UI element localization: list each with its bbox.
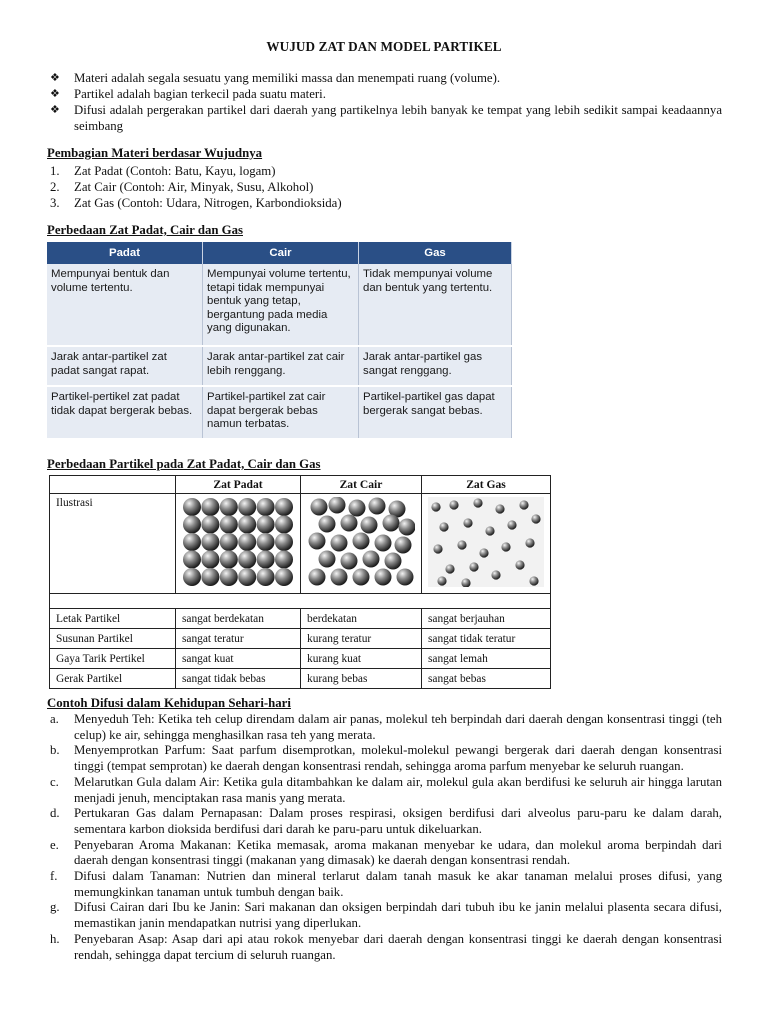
particle-icon <box>220 498 238 516</box>
diffusion-examples-list <box>50 712 722 963</box>
table-header: Zat Cair <box>301 476 422 494</box>
particle-icon <box>353 569 370 586</box>
table-cell: Jarak antar-partikel zat cair lebih renggang. <box>203 346 359 386</box>
particle-icon <box>319 516 336 533</box>
list-item: g. Difusi Cairan dari Ibu ke Janin: Sari makanan dan oksigen berpindah dari tubuh ibu ke janin melalui plasenta secara difusi, memastikan janin mendapatkan nutrisi yang diperlukan. <box>50 900 722 931</box>
solid-particles-illustration <box>182 497 294 587</box>
table-cell: kurang teratur <box>301 629 422 649</box>
particle-icon <box>238 516 256 534</box>
spacer-row <box>50 594 551 609</box>
table-cell: Mempunyai volume tertentu, tetapi tidak mempunyai bentuk yang tetap, bergantung pada media yang digunakan. <box>203 264 359 346</box>
particle-icon <box>257 516 275 534</box>
list-item: 2. Zat Cair (Contoh: Air, Minyak, Susu, Alkohol) <box>50 180 314 194</box>
table-row <box>47 346 512 386</box>
illustration-row <box>50 494 551 594</box>
particle-icon <box>479 548 488 557</box>
particle-icon <box>385 553 402 570</box>
table-cell: Mempunyai bentuk dan volume tertentu. <box>47 264 203 346</box>
table-row <box>50 629 551 649</box>
table-cell: Susunan Partikel <box>50 629 176 649</box>
definition-item: ❖ Difusi adalah pergerakan partikel dari daerah yang partikelnya lebih banyak ke tempat yang lebih sedikit sampai keadaannya seimbang <box>50 103 722 133</box>
particle-icon <box>495 504 504 513</box>
table-header: Padat <box>47 242 203 264</box>
particle-icon <box>183 516 201 534</box>
particle-icon <box>437 576 446 585</box>
table-cell <box>301 494 422 594</box>
particle-icon <box>433 544 442 553</box>
particle-icon <box>183 551 201 569</box>
particle-icon <box>311 499 328 516</box>
table1-heading: Perbedaan Zat Padat, Cair dan Gas <box>47 223 243 237</box>
list-item: f. Difusi dalam Tanaman: Nutrien dan mineral terlarut dalam tanah masuk ke akar tanaman melalui proses difusi, yang memungkinkan tanaman untuk tumbuh dengan baik. <box>50 869 722 899</box>
particle-icon <box>473 498 482 507</box>
table-cell: Letak Partikel <box>50 609 176 629</box>
particle-icon <box>383 515 400 532</box>
table-cell: Gerak Partikel <box>50 669 176 689</box>
definition-item: ❖ Materi adalah segala sesuatu yang memiliki massa dan menempati ruang (volume). <box>50 71 501 85</box>
particle-icon <box>431 502 440 511</box>
table-cell: sangat bebas <box>422 669 551 689</box>
particle-icon <box>257 498 275 516</box>
list-item: a. Menyeduh Teh: Ketika teh celup direndam dalam air panas, molekul teh berpindah dari daerah dengan konsentrasi tinggi (teh celup) ke air, sehingga menghasilkan rasa teh yang merata. <box>50 712 722 742</box>
states-comparison-table <box>47 242 512 440</box>
particle-icon <box>201 516 219 534</box>
table-cell: kurang bebas <box>301 669 422 689</box>
particle-icon <box>507 520 516 529</box>
particle-icon <box>201 568 219 586</box>
particle-icon <box>319 551 336 568</box>
table-cell: kurang kuat <box>301 649 422 669</box>
particle-icon <box>275 568 293 586</box>
particle-icon <box>449 500 458 509</box>
table-cell: Jarak antar-partikel zat padat sangat rapat. <box>47 346 203 386</box>
table-cell: sangat tidak bebas <box>176 669 301 689</box>
table2-heading: Perbedaan Partikel pada Zat Padat, Cair dan Gas <box>47 457 321 471</box>
table-cell <box>176 494 301 594</box>
particle-icon <box>519 500 528 509</box>
table-header: Zat Gas <box>422 476 551 494</box>
table-header: Cair <box>203 242 359 264</box>
particle-icon <box>238 568 256 586</box>
table-cell: sangat kuat <box>176 649 301 669</box>
table-header: Gas <box>359 242 512 264</box>
particle-icon <box>375 535 392 552</box>
particle-icon <box>275 551 293 569</box>
particle-icon <box>201 533 219 551</box>
particle-icon <box>353 533 370 550</box>
particle-icon <box>341 515 358 532</box>
table-header-row <box>47 242 512 264</box>
particle-icon <box>183 568 201 586</box>
particle-icon <box>309 533 326 550</box>
particle-icon <box>491 570 500 579</box>
particle-icon <box>257 568 275 586</box>
particle-icon <box>275 516 293 534</box>
page-title: WUJUD ZAT DAN MODEL PARTIKEL <box>266 39 502 54</box>
particle-icon <box>525 538 534 547</box>
particle-icon <box>445 564 454 573</box>
particle-icon <box>439 522 448 531</box>
particle-icon <box>309 569 326 586</box>
particle-icon <box>363 551 380 568</box>
particle-icon <box>485 526 494 535</box>
particle-icon <box>375 569 392 586</box>
table-row <box>50 669 551 689</box>
particle-icon <box>515 560 524 569</box>
table-cell: Partikel-partikel gas dapat bergerak sangat bebas. <box>359 386 512 439</box>
particle-icon <box>220 516 238 534</box>
table-header: Zat Padat <box>176 476 301 494</box>
particle-icon <box>331 535 348 552</box>
particle-icon <box>238 551 256 569</box>
particle-icon <box>257 533 275 551</box>
particle-icon <box>275 498 293 516</box>
particle-icon <box>201 498 219 516</box>
table-cell: Partikel-pertikel zat padat tidak dapat bergerak bebas. <box>47 386 203 439</box>
particle-icon <box>183 498 201 516</box>
list-item: 3. Zat Gas (Contoh: Udara, Nitrogen, Karbondioksida) <box>50 196 342 210</box>
particle-icon <box>183 533 201 551</box>
diffusion-heading: Contoh Difusi dalam Kehidupan Sehari-hari <box>47 696 291 710</box>
table-cell: sangat lemah <box>422 649 551 669</box>
particle-icon <box>529 576 538 585</box>
particle-icon <box>257 551 275 569</box>
diamond-bullet-icon: ❖ <box>50 104 60 116</box>
particle-icon <box>463 518 472 527</box>
particle-icon <box>220 568 238 586</box>
table-cell: Ilustrasi <box>50 494 176 594</box>
definition-list <box>50 70 722 134</box>
table-cell: sangat tidak teratur <box>422 629 551 649</box>
table-row <box>47 264 512 346</box>
definition-item: ❖ Partikel adalah bagian terkecil pada suatu materi. <box>50 87 326 101</box>
table-cell: sangat teratur <box>176 629 301 649</box>
particle-icon <box>329 497 346 514</box>
states-heading: Pembagian Materi berdasar Wujudnya <box>47 146 263 160</box>
table-cell: sangat berdekatan <box>176 609 301 629</box>
particle-icon <box>457 540 466 549</box>
table-row <box>47 386 512 439</box>
particle-icon <box>220 551 238 569</box>
particle-icon <box>275 533 293 551</box>
table-row <box>50 649 551 669</box>
liquid-particles-illustration <box>307 497 415 587</box>
particle-icon <box>331 569 348 586</box>
particle-icon <box>341 553 358 570</box>
table-cell: Gaya Tarik Pertikel <box>50 649 176 669</box>
table-cell: sangat berjauhan <box>422 609 551 629</box>
table-cell: Partikel-partikel zat cair dapat bergerak bebas namun terbatas. <box>203 386 359 439</box>
particle-icon <box>395 537 412 554</box>
particle-icon <box>238 498 256 516</box>
table-cell <box>422 494 551 594</box>
states-list <box>50 163 342 211</box>
list-item: e. Penyebaran Aroma Makanan: Ketika memasak, aroma makanan menyebar ke udara, dan molekul aroma berpindah dari daerah dengan konsentrasi tinggi (makanan yang dimasak) ke daerah dengan konsentrasi rendah. <box>50 837 722 868</box>
particle-icon <box>349 500 366 517</box>
list-item: 1. Zat Padat (Contoh: Batu, Kayu, logam) <box>50 164 276 178</box>
list-item: c. Melarutkan Gula dalam Air: Ketika gula ditambahkan ke dalam air, molekul gula akan berdifusi ke seluruh air hingga larutan menjadi jenuh, menciptakan rasa manis yang merata. <box>50 774 722 805</box>
table-header-row <box>50 476 551 494</box>
table-cell: berdekatan <box>301 609 422 629</box>
particle-icon <box>361 517 378 534</box>
particle-icon <box>531 514 540 523</box>
table-row <box>50 609 551 629</box>
particle-icon <box>469 562 478 571</box>
particle-icon <box>220 533 238 551</box>
particle-icon <box>397 569 414 586</box>
particle-comparison-table <box>49 475 551 689</box>
list-item: h. Penyebaran Asap: Asap dari api atau rokok menyebar dari daerah dengan konsentrasi tinggi ke daerah dengan konsentrasi rendah, sehingga dapat tercium di seluruh ruangan. <box>50 931 722 962</box>
particle-icon <box>369 498 386 515</box>
particle-icon <box>201 551 219 569</box>
table-cell: Jarak antar-partikel gas sangat renggang. <box>359 346 512 386</box>
diamond-bullet-icon: ❖ <box>50 72 60 84</box>
particle-icon <box>501 542 510 551</box>
table-header <box>50 476 176 494</box>
list-item: d. Pertukaran Gas dalam Pernapasan: Dalam proses respirasi, oksigen berdifusi dari alveolus paru-paru ke dalam darah, sementara karbon dioksida berdifusi dari darah ke paru-paru untuk dikeluarkan. <box>50 806 722 836</box>
particle-icon <box>399 519 416 536</box>
list-item: b. Menyemprotkan Parfum: Saat parfum disemprotkan, molekul-molekul pewangi bergerak dari daerah dengan konsentrasi tinggi (tempat semprotan) ke daerah dengan konsentrasi rendah, sehingga aroma parfum menyebar ke seluruh ruangan. <box>50 743 722 774</box>
particle-icon <box>238 533 256 551</box>
diamond-bullet-icon: ❖ <box>50 88 60 100</box>
gas-particles-illustration <box>428 497 544 587</box>
table-cell: Tidak mempunyai volume dan bentuk yang tertentu. <box>359 264 512 346</box>
